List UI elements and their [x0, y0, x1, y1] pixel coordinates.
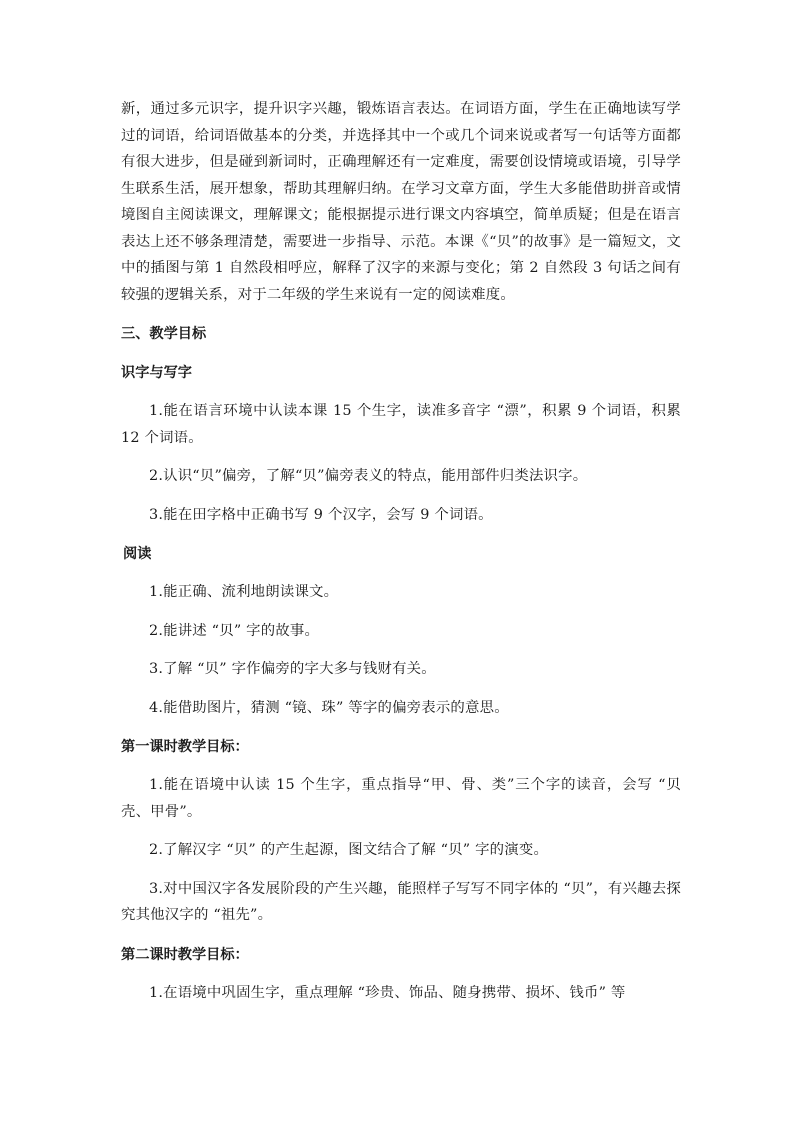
lesson-one-item-2: 2.了解汉字 “贝” 的产生起源，图文结合了解 “贝” 字的演变。: [149, 842, 549, 858]
lesson-one-item-3: 3.对中国汉字各发展阶段的产生兴趣，能照样子写写不同字体的 “贝”，有兴趣去探究其他汉字的 “祖先”。: [121, 880, 681, 923]
lesson-one-item-1: 1.能在语境中认读 15 个生字，重点指导“甲、骨、类”三个字的读音，会写 “贝壳、甲骨”。: [121, 777, 681, 820]
lesson-one-heading: 第一课时教学目标：: [121, 739, 249, 755]
intro-paragraph: 新，通过多元识字，提升识字兴趣，锻炼语言表达。在词语方面，学生在正确地读写学过的词语，给词语做基本的分类，并选择其中一个或几个词来说或者写一句话等方面都有很大进步，但是碰到新词时，正确理解还有一定难度，需要创设情境或语境，引导学生联系生活，展开想象，帮助其理解归纳。在学习文章方面，学生大多能借助拼音或情境图自主阅读课文，理解课文；能根据提示进行课文内容填空，简单质疑；但是在语言表达上还不够条理清楚，需要进一步指导、示范。本课《“贝”的故事》是一篇短文，文中的插图与第 1 自然段相呼应，解释了汉字的来源与变化；第 2 自然段 3 句话之间有较强的逻辑关系，对于二年级的学生来说有一定的阅读难度。: [121, 101, 681, 303]
reading-item-1: 1.能正确、流利地朗读课文。: [149, 584, 339, 600]
section-title: 三、教学目标: [121, 326, 207, 342]
literacy-item-2: 2.认识“贝”偏旁，了解“贝”偏旁表义的特点，能用部件归类法识字。: [149, 468, 588, 484]
literacy-item-1: 1.能在语言环境中认读本课 15 个生字，读准多音字 “漂”，积累 9 个词语，积累 12 个词语。: [121, 403, 681, 446]
reading-item-4: 4.能借助图片，猜测 “镜、珠” 等字的偏旁表示的意思。: [149, 699, 509, 716]
lesson-two-heading: 第二课时教学目标：: [121, 946, 249, 963]
reading-item-3: 3.了解 “贝” 字作偏旁的字大多与钱财有关。: [149, 661, 436, 677]
reading-item-2: 2.能讲述 “贝” 字的故事。: [149, 622, 320, 639]
literacy-item-3: 3.能在田字格中正确书写 9 个汉字，会写 9 个词语。: [149, 506, 493, 523]
literacy-heading: 识字与写字: [121, 365, 192, 381]
lesson-two-item-1: 1.在语境中巩固生字，重点理解 “珍贵、饰品、随身携带、损坏、钱币” 等: [149, 984, 626, 1001]
reading-heading: 阅读: [123, 546, 152, 562]
document-body: [121, 96, 681, 1006]
